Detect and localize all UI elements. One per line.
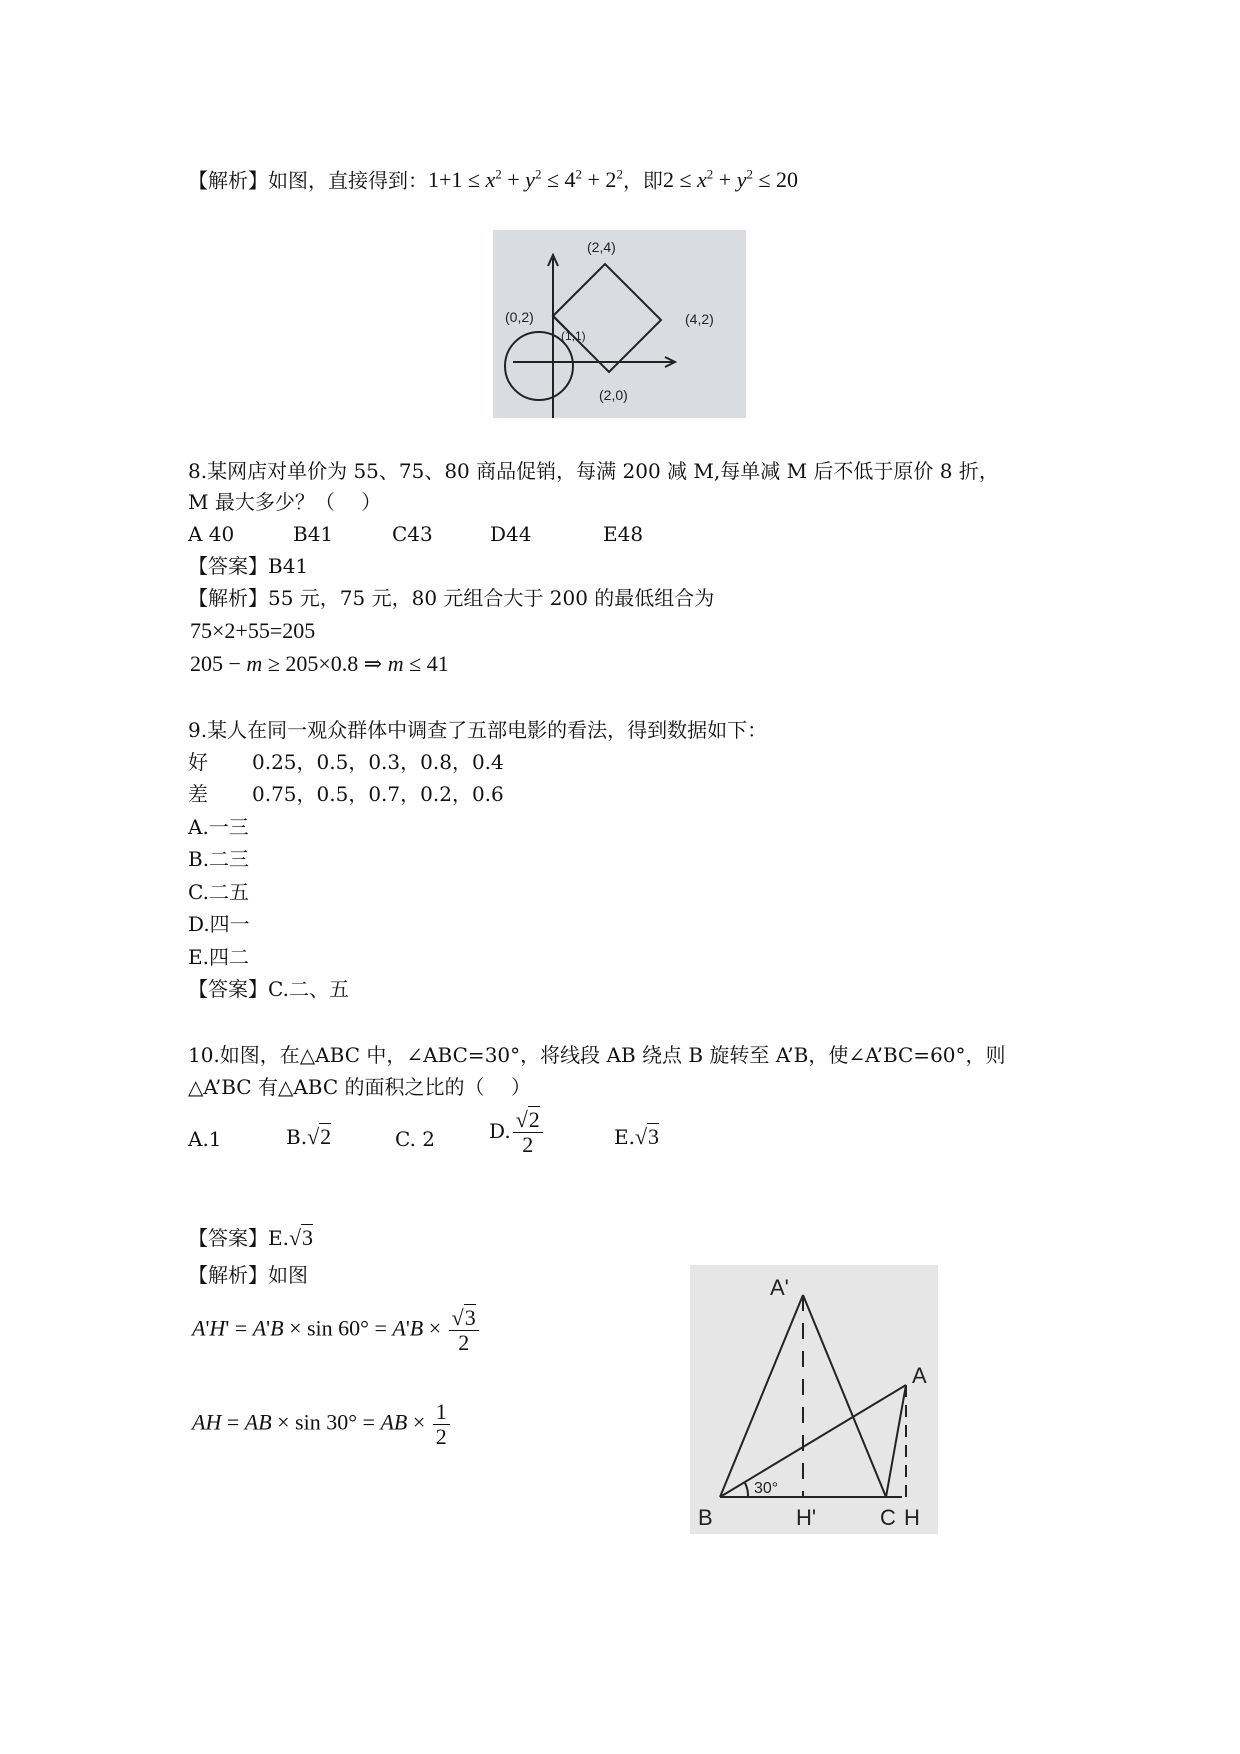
q8-option-d: D44 [490,522,532,546]
q9-answer: 【答案】C.二、五 [188,977,349,1001]
q8-equation-1: 75×2+55=205 [190,618,316,643]
q9-stem: 9.某人在同一观众群体中调查了五部电影的看法，得到数据如下： [188,718,768,742]
q10-answer-math: √3 [288,1225,314,1250]
q7-sketch [493,230,746,418]
q7-label-2: (1,1) [561,329,586,343]
q10-label-a: A [912,1363,927,1388]
q10-option-b-label: B. [286,1125,308,1149]
q10-option-a: A.1 [188,1127,222,1151]
q10-option-e-math: √3 [634,1124,660,1149]
q10-line-a-prime-c [803,1295,886,1497]
q10-line-ac [886,1385,906,1497]
q10-label-b: B [698,1505,713,1530]
q9-row-bad-values: 0.75，0.5，0.7，0.2，0.6 [252,782,504,806]
q10-label-h: H [904,1505,920,1530]
q10-line-ba-prime [720,1295,803,1497]
q10-sketch [690,1265,938,1534]
q8-option-a: A 40 [188,522,235,546]
q7-figure [493,230,746,418]
q7-analysis-label: 【解析】如图，直接得到： [188,168,428,193]
q10-answer [188,1225,313,1251]
q9-option-b: B.二三 [188,847,250,871]
q8-stem-line-1: 8.某网店对单价为 55、75、80 商品促销，每满 200 减 M,每单减 M 后不低于原价 8 折， [188,459,999,483]
q10-eq-a-prime-h: A'H' = A'B × sin 60° = A'B × $\frac{√3}{2}$ [192,1306,481,1355]
q8-option-e: E48 [603,522,644,546]
q9-option-c: C.二五 [188,880,249,904]
q10-option-e-label: E. [614,1125,635,1149]
q7-analysis-line [188,162,798,193]
q10-option-b-math: √2 [307,1124,332,1149]
q10-label-a-prime: A' [770,1275,789,1300]
q10-angle-arc [745,1483,748,1497]
q9-row-good-values: 0.25，0.5，0.3，0.8，0.4 [252,750,504,774]
q10-option-d-label: D. [489,1119,511,1143]
q10-option-d [489,1108,545,1157]
q10-option-b [286,1124,331,1150]
q7-label-4: (2,0) [599,387,628,403]
q10-analysis: 【解析】如图 [188,1263,308,1287]
q9-row-bad-label: 差 [188,782,208,806]
q8-stem-line-2: M 最大多少？（ ） [188,490,382,514]
q7-ineq-tail: ，即 [622,168,663,193]
q10-label-c: C [880,1505,896,1530]
q8-equation-2: 205 − m ≥ 205×0.8 ⇒ m ≤ 41 [190,651,449,676]
q7-label-0: (2,4) [587,239,616,255]
q9-row-good-label: 好 [188,750,208,774]
q7-square [553,264,661,372]
q10-label-h-prime: H' [796,1505,817,1530]
q10-answer-label: 【答案】E. [188,1226,289,1250]
q10-stem-line-2: △A’BC 有△ABC 的面积之比的（ ） [188,1075,531,1099]
q7-inequality-2: $2 \le x^2 + y^2 \le 20$ [662,167,799,193]
q8-analysis: 【解析】55 元，75 元，80 元组合大于 200 的最低组合为 [188,586,715,610]
q8-option-b: B41 [293,522,334,546]
q10-stem-line-1: 10.如图，在△ABC 中，∠ABC=30°，将线段 AB 绕点 B 旋转至 A’B，使∠A’BC=60°，则 [188,1043,1006,1067]
q9-option-a: A.一三 [188,815,249,839]
q10-eq-ah: AH = AB × sin 30° = AB × $\frac{1}{2}$ [192,1400,452,1449]
q7-inequality-1: $1+1 \le x^2 + y^2 \le 4^2 + 2^2$ [428,167,623,193]
q10-option-c: C. 2 [395,1127,436,1151]
q10-figure [690,1265,938,1534]
q9-option-e: E.四二 [188,945,249,969]
q7-label-3: (4,2) [685,311,714,327]
q10-label-angle: 30° [754,1480,779,1497]
q10-option-e [614,1124,659,1150]
q7-label-1: (0,2) [505,309,534,325]
q8-option-c: C43 [392,522,433,546]
q8-answer: 【答案】B41 [188,554,309,578]
q10-option-d-frac: $\frac{√2}{2}$ [513,1108,543,1157]
q9-option-d: D.四一 [188,912,250,936]
